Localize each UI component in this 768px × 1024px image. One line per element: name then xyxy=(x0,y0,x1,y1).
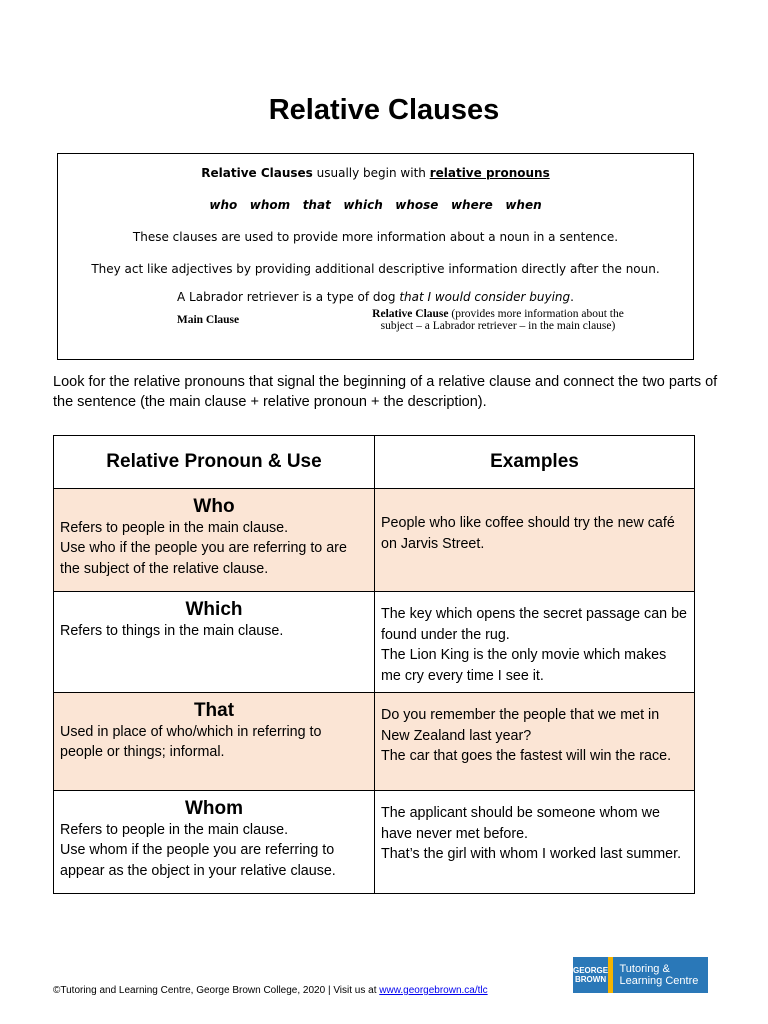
relative-clause-label: Relative Clause (provides more information about the subject – a Labrador retriever – in the main clause) xyxy=(372,308,624,332)
footer-link[interactable]: www.georgebrown.ca/tlc xyxy=(379,985,488,996)
table-row xyxy=(54,791,695,894)
table-row xyxy=(54,693,695,791)
which-example-2: The Lion King is the only movie which makes me cry every time I see it. xyxy=(381,647,667,684)
pronoun-list: who whom that which whose where when xyxy=(209,198,542,212)
that-example-1: Do you remember the people that we met in New Zealand last year? xyxy=(381,707,660,744)
which-example-1: The key which opens the secret passage can be found under the rug. xyxy=(381,606,687,643)
pronoun-table xyxy=(53,435,695,894)
col-header-examples: Examples xyxy=(375,436,695,489)
that-desc: Used in place of who/which in referring to people or things; informal. xyxy=(60,723,322,760)
pronoun-who: Who xyxy=(193,496,235,517)
table-row xyxy=(54,489,695,592)
footer: ©Tutoring and Learning Centre, George Brown College, 2020 | Visit us at www.georgebrown.ca/tlc xyxy=(53,985,488,996)
pronoun-that: That xyxy=(193,700,235,721)
intro-text: Look for the relative pronouns that signal the beginning of a relative clause and connect the two parts of the sentence (the main clause + relative pronoun + the description). xyxy=(53,374,718,410)
who-desc-2: Use who if the people you are referring to are the subject of the relative clause. xyxy=(60,540,347,577)
whom-desc-2: Use whom if the people you are referring to appear as the object in your relative clause. xyxy=(60,842,336,879)
pronoun-which: Which xyxy=(185,599,243,620)
who-example: People who like coffee should try the new café on Jarvis Street. xyxy=(375,489,695,592)
box-line-3: These clauses are used to provide more information about a noun in a sentence. xyxy=(132,230,619,244)
who-desc-1: Refers to people in the main clause. xyxy=(60,519,289,536)
that-example-2: The car that goes the fastest will win the race. xyxy=(381,748,672,764)
whom-example-2: That’s the girl with whom I worked last summer. xyxy=(381,846,682,862)
which-desc: Refers to things in the main clause. xyxy=(60,622,284,639)
col-header-pronoun: Relative Pronoun & Use xyxy=(54,436,375,489)
main-clause-label: Main Clause xyxy=(176,314,240,326)
table-row xyxy=(54,592,695,693)
summary-box xyxy=(57,153,694,360)
whom-desc-1: Refers to people in the main clause. xyxy=(60,821,289,838)
box-line-1: Relative Clauses usually begin with relative pronouns xyxy=(201,166,550,180)
box-line-4: They act like adjectives by providing additional descriptive information directly after the noun. xyxy=(91,262,660,276)
college-logo: GEORGE BROWN Tutoring & Learning Centre xyxy=(573,957,708,993)
whom-example-1: The applicant should be someone whom we have never met before. xyxy=(381,805,660,842)
pronoun-whom: Whom xyxy=(184,798,244,819)
page-title: Relative Clauses xyxy=(268,94,500,126)
example-sentence: A Labrador retriever is a type of dog that I would consider buying. xyxy=(177,290,574,304)
